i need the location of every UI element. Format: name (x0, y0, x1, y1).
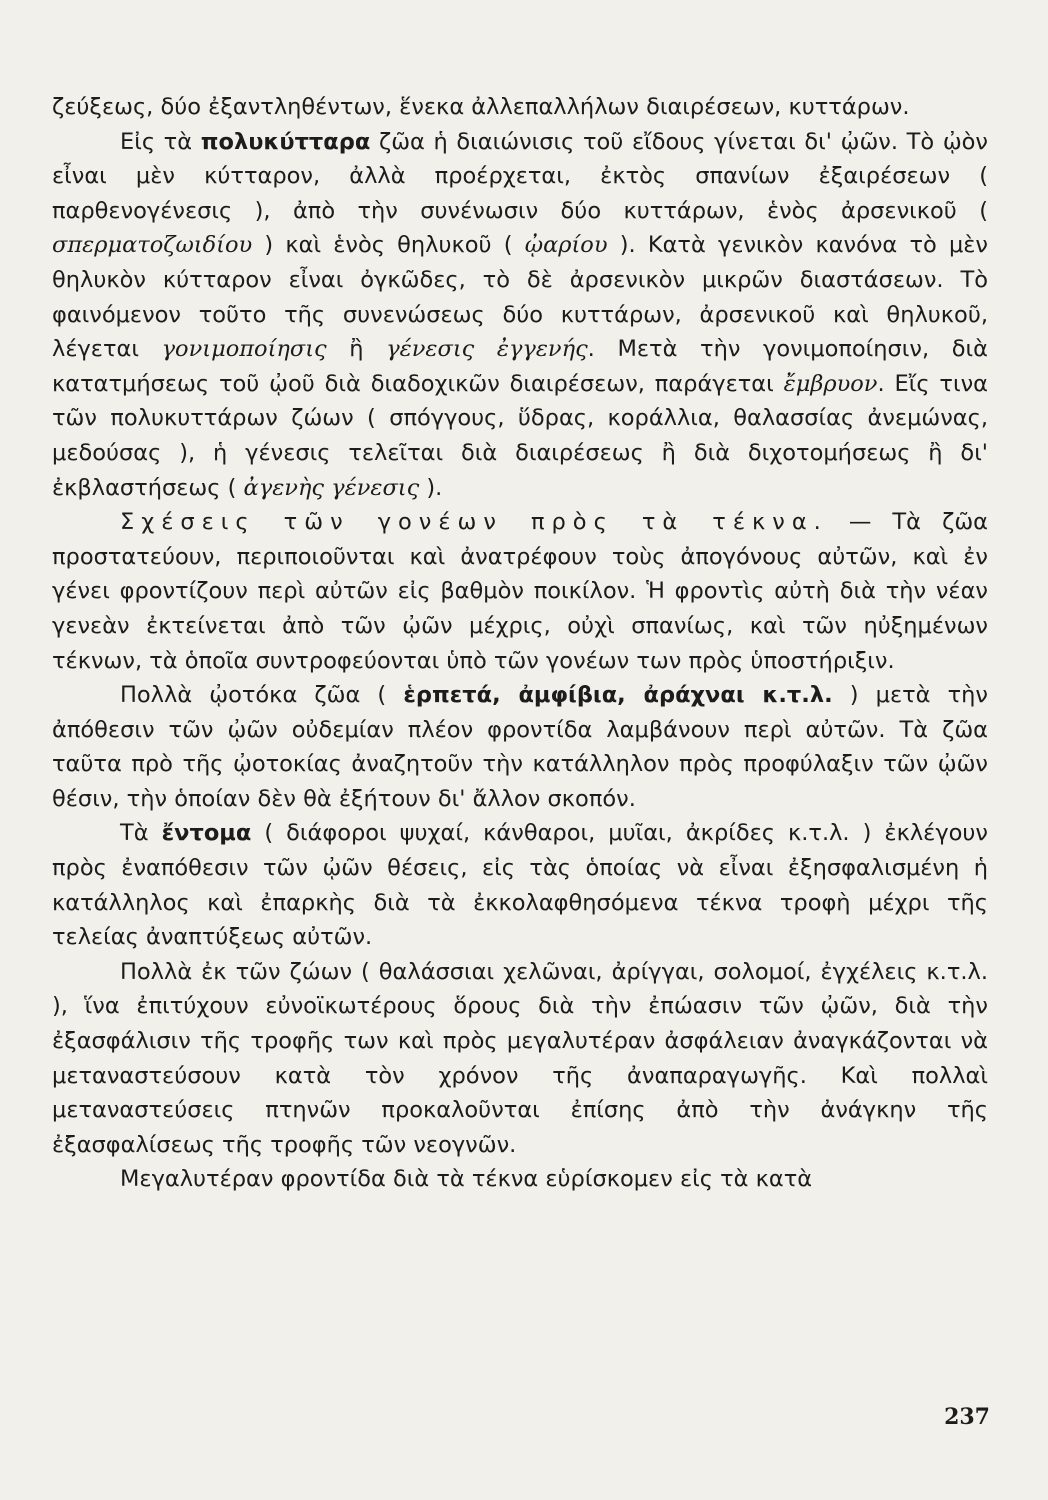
text-segment: σπερματοζωιδίου (52, 232, 253, 259)
text-segment: Τὰ (120, 820, 162, 847)
page-number: 237 (944, 1404, 990, 1430)
paragraph-p5 (52, 816, 988, 954)
paragraph-p1 (52, 90, 988, 125)
paragraph-p4 (52, 678, 988, 816)
text-segment: ἀγενὴς γένεσις (243, 474, 420, 501)
paragraph-p7 (52, 1162, 988, 1197)
text-segment: γένεσις ἐγγενής (386, 336, 588, 363)
text-segment: — Τὰ ζῶα προστατεύουν, περιποιοῦνται καὶ ἀνατρέφουν τοὺς ἀπογόνους αὐτῶν, καὶ ἐν γένει φροντίζουν περὶ αὐτῶν εἰς βαθμὸν ποικίλον. Ἡ φροντὶς αὐτὴ διὰ τὴν νέαν γενεὰν ἐκτείνεται ἀπὸ τῶν ᾠῶν μέχρις, οὐχὶ σπανίως, καὶ τῶν ηὐξημένων τέκνων, τὰ ὁποῖα συντροφεύονται ὑπὸ τῶν γονέων των πρὸς ὑποστήριξιν. (52, 509, 988, 674)
text-segment: πολυκύτταρα (200, 128, 371, 155)
text-segment: ). Κατὰ γενικὸν κανόνα τὸ μὲν θηλυκὸν κύτταρον εἶναι ὀγκῶδες, τὸ δὲ ἀρσενικὸν μικρῶν διαστάσεων. Τὸ φαινόμενον τοῦτο τῆς συνενώσεως δύο κυττάρων, ἀρσενικοῦ καὶ θηλυκοῦ, λέγεται (52, 232, 988, 363)
text-segment: . Εἴς τινα τῶν πολυκυττάρων ζώων ( σπόγγους, ὕδρας, κοράλλια, θαλασσίας ἀνεμώνας, μεδούσας ), ἡ γένεσις τελεῖται διὰ διαιρέσεως ἢ διὰ διχοτομήσεως ἢ δι' ἐκβλαστήσεως ( (52, 370, 988, 501)
text-segment: ( διάφοροι ψυχαί, κάνθαροι, μυῖαι, ἀκρίδες κ.τ.λ. ) ἐκλέγουν πρὸς ἐναπόθεσιν τῶν ᾠῶν θέσεις, εἰς τὰς ὁποίας νὰ εἶναι ἐξησφαλισμένη ἡ κατάλληλος καὶ ἐπαρκὴς διὰ τὰ ἐκκολαφθησόμενα τέκνα τροφὴ μέχρι τῆς τελείας ἀναπτύξεως αὐτῶν. (52, 820, 989, 951)
text-segment: ζῶα ἡ διαιώνισις τοῦ εἴδους γίνεται δι' ᾠῶν. Τὸ ᾠὸν εἶναι μὲν κύτταρον, ἀλλὰ προέρχεται, ἐκτὸς σπανίων ἐξαιρέσεων ( παρθενογένεσις ), ἀπὸ τὴν συνένωσιν δύο κυττάρων, ἑνὸς ἀρσενικοῦ ( (52, 128, 988, 224)
text-segment: ἑρπετά, ἀμφίβια, ἀράχναι κ.τ.λ. (403, 682, 833, 709)
text-segment: ἔμβρυον (783, 370, 878, 397)
text-segment: ). (419, 474, 443, 501)
text-segment: Μεγαλυτέραν φροντίδα διὰ τὰ τέκνα εὑρίσκομεν εἰς τὰ κατὰ (120, 1166, 813, 1193)
text-segment: ζεύξεως, δύο ἐξαντληθέντων, ἕνεκα ἀλλεπαλλήλων διαιρέσεων, κυττάρων. (52, 94, 910, 120)
text-segment: ἢ (326, 336, 387, 363)
text-segment: Σχέσεις τῶν γονέων πρὸς τὰ τέκνα. (120, 509, 828, 536)
text-segment: Πολλὰ ἐκ τῶν ζώων ( θαλάσσιαι χελῶναι, ἀρίγγαι, σολομοί, ἐγχέλεις κ.τ.λ. ), ἵνα ἐπιτύχουν εὐνοϊκωτέρους ὅρους διὰ τὴν ἐπώασιν τῶν ᾠῶν, διὰ τὴν ἐξασφάλισιν τῆς τροφῆς των καὶ πρὸς μεγαλυτέραν ἀσφάλειαν ἀναγκάζονται νὰ μεταναστεύσουν κατὰ τὸν χρόνον τῆς ἀναπαραγωγῆς. Καὶ πολλαὶ μεταναστεύσεις πτηνῶν προκαλοῦνται ἐπίσης ἀπὸ τὴν ἀνάγκην τῆς ἐξασφαλίσεως τῆς τροφῆς τῶν νεογνῶν. (52, 958, 988, 1158)
paragraph-p3 (52, 505, 988, 678)
paragraph-p2 (52, 125, 988, 506)
page-body-text (52, 90, 988, 1197)
paragraph-p6 (52, 955, 988, 1163)
text-segment: ᾠαρίου (524, 232, 608, 259)
text-segment: γονιμοποίησις (161, 336, 327, 363)
text-segment: ) καὶ ἑνὸς θηλυκοῦ ( (252, 232, 525, 259)
text-segment: Πολλὰ ᾠοτόκα ζῶα ( (120, 682, 404, 709)
text-segment: . Μετὰ τὴν γονιμοποίησιν, διὰ κατατμήσεως τοῦ ᾠοῦ διὰ διαδοχικῶν διαιρέσεων, παράγεται (52, 336, 988, 397)
text-segment: ἔντομα (161, 820, 252, 847)
text-segment: ) μετὰ τὴν ἀπόθεσιν τῶν ᾠῶν οὐδεμίαν πλέον φροντίδα λαμβάνουν περὶ αὐτῶν. Τὰ ζῶα ταῦτα πρὸ τῆς ᾠοτοκίας ἀναζητοῦν τὴν κατάλληλον πρὸς προφύλαξιν τῶν ᾠῶν θέσιν, τὴν ὁποίαν δὲν θὰ ἐξήτουν δι' ἄλλον σκοπόν. (52, 682, 988, 812)
text-segment: Εἰς τὰ (120, 128, 201, 155)
